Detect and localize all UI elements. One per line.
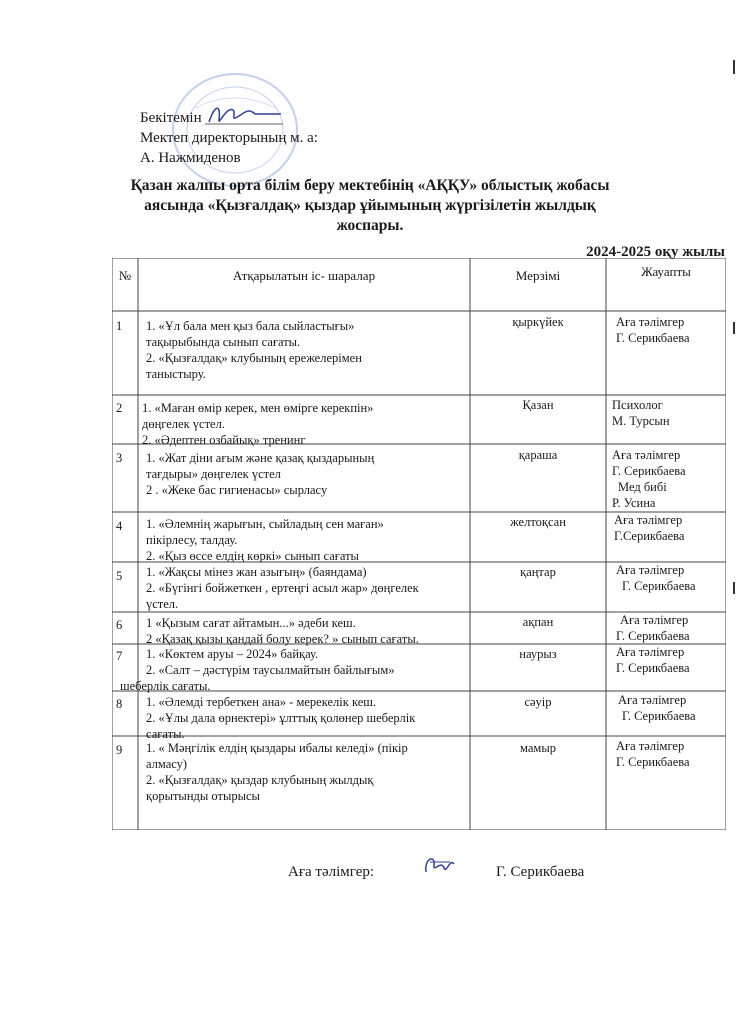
director-name: А. Нажмиденов	[140, 150, 241, 166]
row-date: қыркүйек	[512, 315, 564, 329]
row-responsible: Аға тәлімгер Г.Серикбаева	[614, 513, 685, 543]
row-date: мамыр	[520, 741, 556, 755]
scan-mark	[733, 322, 735, 334]
row-responsible: Аға тәлімгер Г. Серикбаева Мед бибі Р. Усина	[612, 448, 686, 510]
row-events: 1. «Әлемді тербеткен ана» - мерекелік кеш. 2. «Ұлы дала өрнектері» ұлттық қолөнер шеберлік сағаты.	[146, 695, 416, 741]
row-date: Қазан	[522, 398, 554, 412]
row-events: 1. «Көктем аруы – 2024» байқау. 2. «Салт – дәстүрім таусылмайтын байлығым» шеберлік сағаты.	[120, 647, 395, 693]
row-number: 2	[116, 401, 123, 415]
row-responsible: Аға тәлімгер Г. Серикбаева	[616, 613, 690, 643]
approval-block	[140, 102, 318, 168]
scan-mark	[733, 60, 735, 74]
footer-role: Аға тәлімгер:	[288, 864, 375, 880]
row-number: 1	[116, 319, 123, 333]
row-responsible: Психолог М. Турсын	[612, 398, 670, 428]
scan-mark	[733, 582, 735, 594]
row-responsible: Аға тәлімгер Г. Серикбаева	[618, 693, 696, 723]
academic-year: 2024-2025 оқу жылы	[586, 244, 725, 260]
row-events: 1. « Мәңгілік елдің қыздары ибалы келеді» (пікір алмасу) 2. «Қызғалдақ» қыздар клубының жылдық қорытынды отырысы	[146, 741, 408, 803]
row-date: қараша	[518, 448, 558, 462]
footer-name: Г. Серикбаева	[496, 864, 585, 880]
row-number: 8	[116, 697, 123, 711]
row-number: 5	[116, 569, 123, 583]
row-responsible: Аға тәлімгер Г. Серикбаева	[616, 739, 690, 769]
row-number: 3	[116, 451, 123, 465]
row-date: ақпан	[522, 615, 554, 629]
row-responsible: Аға тәлімгер Г. Серикбаева	[616, 645, 690, 675]
director-signature-icon	[205, 102, 285, 128]
plan-table	[112, 258, 726, 830]
row-number: 7	[116, 649, 123, 663]
mentor-signature-icon	[420, 850, 456, 880]
row-date: қаңтар	[520, 565, 556, 579]
row-events: 1. «Әлемнің жарығын, сыйладың сен маған» пікірлесу, талдау. 2. «Қыз өссе елдің көркі» сынып сағаты	[146, 517, 384, 563]
row-date: желтоқсан	[510, 515, 566, 529]
row-responsible: Аға тәлімгер Г. Серикбаева	[616, 315, 690, 345]
director-position: Мектеп директорының м. а:	[140, 130, 318, 146]
row-date: наурыз	[519, 647, 557, 661]
row-events: 1 «Қызым сағат айтамын...» әдеби кеш. 2 «Қазақ қызы қандай болу керек? » сынып сағаты.	[146, 616, 419, 646]
row-events: 1. «Жақсы мінез жан азығың» (баяндама) 2. «Бүгінгі бойжеткен , ертеңгі асыл жар» дөңгелек үстел.	[146, 565, 419, 611]
header-events: Атқарылатын іс- шаралар	[232, 268, 376, 283]
row-events: 1. «Маған өмір керек, мен өмірге керекпін» дөңгелек үстел. 2. «Әдептен озбайық» тренинг	[142, 401, 374, 447]
row-responsible: Аға тәлімгер Г. Серикбаева	[616, 563, 696, 593]
row-number: 6	[116, 618, 123, 632]
approval-label: Бекітемін	[140, 110, 202, 126]
row-events: 1. «Жат діни ағым және қазақ қыздарының тағдыры» дөңгелек үстел 2 . «Жеке бас гигиенасы» сырласу	[146, 451, 375, 497]
row-number: 4	[116, 519, 123, 533]
header-responsible: Жауапты	[641, 264, 691, 279]
document-title: Қазан жалпы орта білім беру мектебінің «АҚҚУ» облыстық жобасы аясында «Қызғалдақ» қыздар ұйымының жүргізілетін жылдық жоспары.	[130, 177, 610, 234]
row-events: 1. «Ұл бала мен қыз бала сыйластығы» тақырыбында сынып сағаты. 2. «Қызғалдақ» клубының ережелерімен таныстыру.	[146, 319, 362, 381]
row-date: сәуір	[524, 695, 552, 709]
header-date: Мерзімі	[515, 268, 561, 283]
row-number: 9	[116, 743, 123, 757]
header-number: №	[118, 268, 132, 283]
